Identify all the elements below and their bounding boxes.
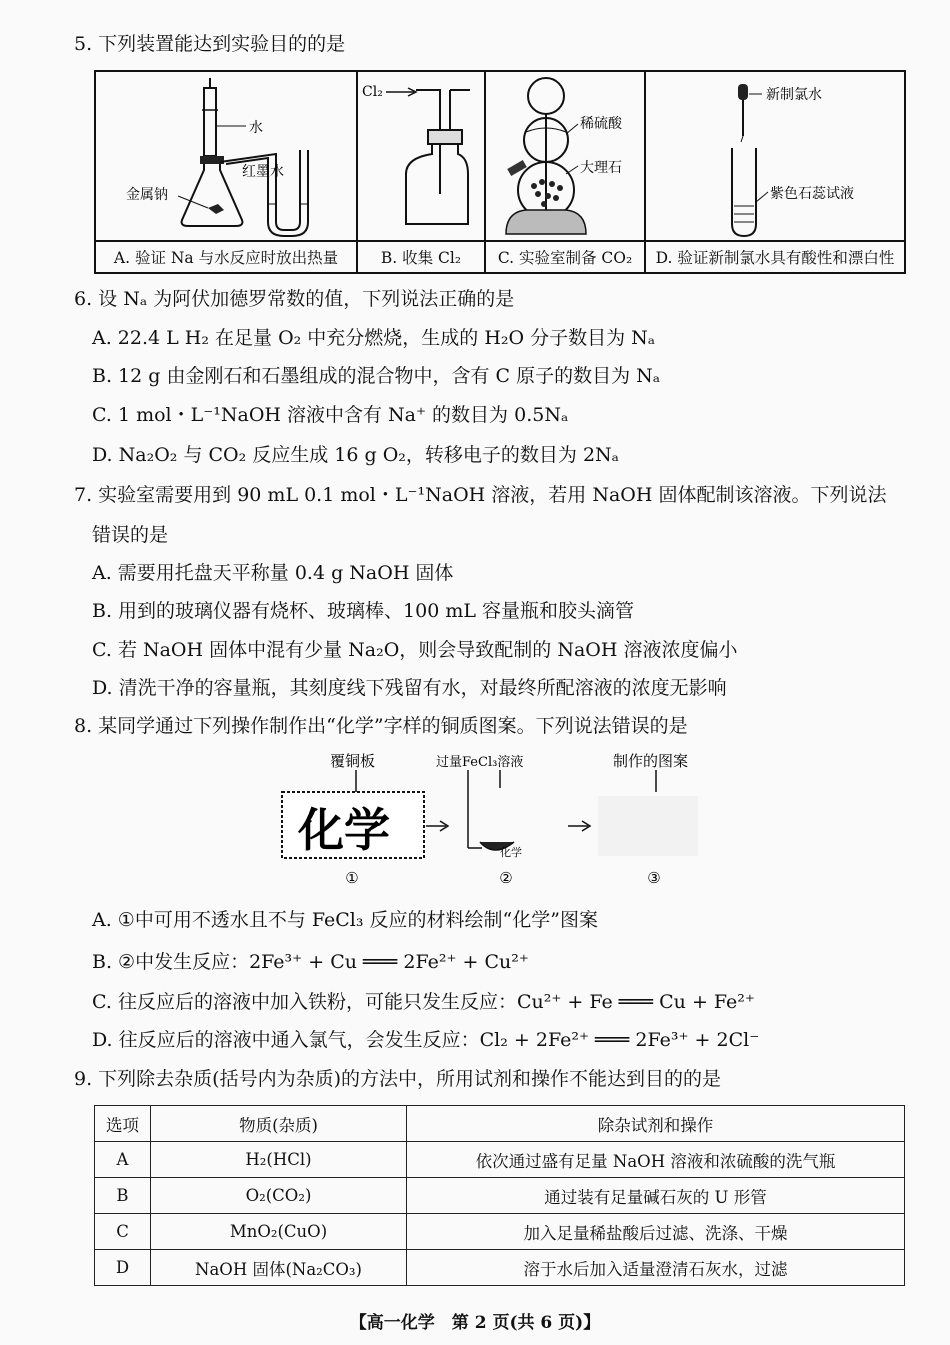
q9-table xyxy=(94,1105,905,1286)
caption-b: B. 收集 Cl₂ xyxy=(357,241,485,273)
q6-option-c: C. 1 mol・L⁻¹NaOH 溶液中含有 Na⁺ 的数目为 0.5Nₐ xyxy=(92,404,569,426)
header-substance: 物质(杂质) xyxy=(151,1106,407,1142)
q8-option-d: D. 往反应后的溶液中通入氯气，会发生反应：Cl₂ + 2Fe²⁺ ═══ 2Fe³⁺ + 2Cl⁻ xyxy=(92,1029,760,1051)
q8-process-figure xyxy=(268,748,738,896)
table-header-row xyxy=(95,1106,905,1142)
apparatus-a-diagram xyxy=(96,74,354,238)
row-c-option: C xyxy=(95,1214,151,1250)
q7-option-a: A. 需要用托盘天平称量 0.4 g NaOH 固体 xyxy=(92,562,454,584)
q7-stem-line2: 错误的是 xyxy=(92,524,169,546)
q8-stem: 8. 某同学通过下列操作制作出“化学”字样的铜质图案。下列说法错误的是 xyxy=(74,715,688,737)
label-marble: 大理石 xyxy=(580,160,622,176)
table-row xyxy=(95,1178,905,1214)
label-fecl3: 过量FeCl₃溶液 xyxy=(436,755,524,770)
label-step-2: ② xyxy=(499,869,513,887)
q5-stem: 5. 下列装置能达到实验目的的是 xyxy=(74,33,346,55)
q6-option-d: D. Na₂O₂ 与 CO₂ 反应生成 16 g O₂，转移电子的数目为 2Nₐ xyxy=(92,444,619,466)
label-red-ink: 红墨水 xyxy=(242,164,284,180)
row-a-substance: H₂(HCl) xyxy=(151,1142,407,1178)
apparatus-c-diagram xyxy=(486,74,642,238)
q6-option-b: B. 12 g 由金刚石和石墨组成的混合物中，含有 C 原子的数目为 Nₐ xyxy=(92,365,661,387)
row-a-method: 依次通过盛有足量 NaOH 溶液和浓硫酸的洗气瓶 xyxy=(407,1142,905,1178)
q5-apparatus-table xyxy=(94,70,906,274)
page-footer: 【高一化学 第 2 页(共 6 页)】 xyxy=(349,1313,601,1333)
label-pattern: 制作的图案 xyxy=(613,752,689,770)
apparatus-b-diagram xyxy=(358,74,482,238)
row-d-substance: NaOH 固体(Na₂CO₃) xyxy=(151,1250,407,1286)
caption-a: A. 验证 Na 与水反应时放出热量 xyxy=(95,241,357,273)
table-row xyxy=(95,1142,905,1178)
row-b-substance: O₂(CO₂) xyxy=(151,1178,407,1214)
q7-option-b: B. 用到的玻璃仪器有烧杯、玻璃棒、100 mL 容量瓶和胶头滴管 xyxy=(92,600,635,622)
row-d-method: 溶于水后加入适量澄清石灰水，过滤 xyxy=(407,1250,905,1286)
chars-huaxue: 化学 xyxy=(298,803,390,857)
label-sodium: 金属钠 xyxy=(126,187,168,203)
row-b-method: 通过装有足量碱石灰的 U 形管 xyxy=(407,1178,905,1214)
label-water: 水 xyxy=(249,120,263,136)
q8-option-b: B. ②中发生反应：2Fe³⁺ + Cu ═══ 2Fe²⁺ + Cu²⁺ xyxy=(92,951,529,973)
table-row xyxy=(95,1250,905,1286)
row-a-option: A xyxy=(95,1142,151,1178)
q7-option-d: D. 清洗干净的容量瓶，其刻度线下残留有水，对最终所配溶液的浓度无影响 xyxy=(92,677,727,699)
label-step-3: ③ xyxy=(647,869,661,887)
row-c-substance: MnO₂(CuO) xyxy=(151,1214,407,1250)
caption-d: D. 验证新制氯水具有酸性和漂白性 xyxy=(645,241,905,273)
row-d-option: D xyxy=(95,1250,151,1286)
label-litmus: 紫色石蕊试液 xyxy=(770,186,854,202)
q9-stem: 9. 下列除去杂质(括号内为杂质)的方法中，所用试剂和操作不能达到目的的是 xyxy=(74,1068,721,1090)
q6-stem: 6. 设 Nₐ 为阿伏加德罗常数的值，下列说法正确的是 xyxy=(74,288,515,310)
q8-option-a: A. ①中可用不透水且不与 FeCl₃ 反应的材料绘制“化学”图案 xyxy=(92,909,598,931)
label-dilute-h2so4: 稀硫酸 xyxy=(580,116,622,132)
label-step-1: ① xyxy=(345,869,359,887)
caption-c: C. 实验室制备 CO₂ xyxy=(485,241,645,273)
row-b-option: B xyxy=(95,1178,151,1214)
label-small-chars: 化学 xyxy=(500,846,522,859)
table-row xyxy=(95,1214,905,1250)
label-cl2: Cl₂ xyxy=(362,84,383,100)
apparatus-b-cell xyxy=(357,71,485,241)
q8-option-c: C. 往反应后的溶液中加入铁粉，可能只发生反应：Cu²⁺ + Fe ═══ Cu + Fe²⁺ xyxy=(92,991,755,1013)
q6-option-a: A. 22.4 L H₂ 在足量 O₂ 中充分燃烧，生成的 H₂O 分子数目为 Nₐ xyxy=(92,327,656,349)
apparatus-d-diagram xyxy=(646,74,902,238)
row-c-method: 加入足量稀盐酸后过滤、洗涤、干燥 xyxy=(407,1214,905,1250)
apparatus-c-cell xyxy=(485,71,645,241)
header-method: 除杂试剂和操作 xyxy=(407,1106,905,1142)
apparatus-a-cell xyxy=(95,71,357,241)
label-copper-plate: 覆铜板 xyxy=(330,752,376,770)
apparatus-d-cell xyxy=(645,71,905,241)
label-chlorine-water: 新制氯水 xyxy=(766,87,822,103)
header-option: 选项 xyxy=(95,1106,151,1142)
q7-stem-line1: 7. 实验室需要用到 90 mL 0.1 mol・L⁻¹NaOH 溶液，若用 NaOH 固体配制该溶液。下列说法 xyxy=(74,484,887,506)
q7-option-c: C. 若 NaOH 固体中混有少量 Na₂O，则会导致配制的 NaOH 溶液浓度偏小 xyxy=(92,639,738,661)
